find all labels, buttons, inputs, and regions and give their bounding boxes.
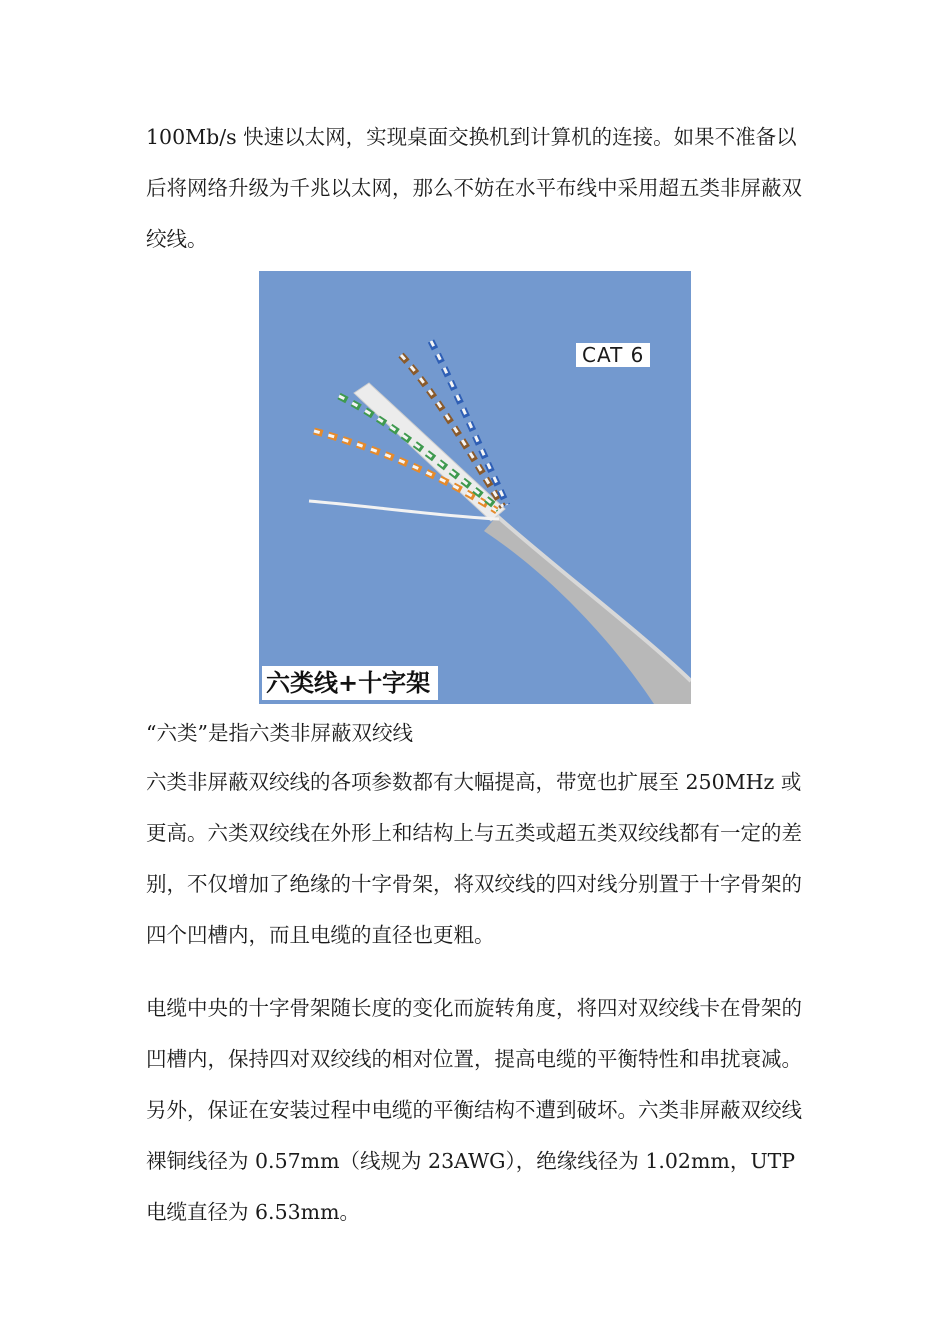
figure-caption: “六类”是指六类非屏蔽双绞线 bbox=[146, 721, 413, 745]
cat6-cable-photo bbox=[259, 271, 691, 704]
body-paragraph-1: 六类非屏蔽双绞线的各项参数都有大幅提高，带宽也扩展至 250MHz 或更高。六类双绞线在外形上和结构上与五类或超五类双绞线都有一定的差别，不仅增加了绝缘的十字骨架，将双绞线的四对线分别置于十字骨架的四个凹槽内，而且电缆的直径也更粗。 bbox=[146, 770, 802, 947]
figure-banner: 六类线+十字架 bbox=[262, 666, 438, 700]
cable-illustration bbox=[259, 271, 691, 704]
body-paragraph-2: 电缆中央的十字骨架随长度的变化而旋转角度，将四对双绞线卡在骨架的凹槽内，保持四对双绞线的相对位置，提高电缆的平衡特性和串扰衰减。另外，保证在安装过程中电缆的平衡结构不遭到破坏。六类非屏蔽双绞线裸铜线径为 0.57mm（线规为 23AWG），绝缘线径为 1.02mm，UTP 电缆直径为 6.53mm。 bbox=[146, 996, 802, 1224]
intro-paragraph: 100Mb/s 快速以太网，实现桌面交换机到计算机的连接。如果不准备以后将网络升级为千兆以太网，那么不妨在水平布线中采用超五类非屏蔽双绞线。 bbox=[146, 125, 802, 251]
cat6-label: CAT 6 bbox=[576, 343, 650, 367]
